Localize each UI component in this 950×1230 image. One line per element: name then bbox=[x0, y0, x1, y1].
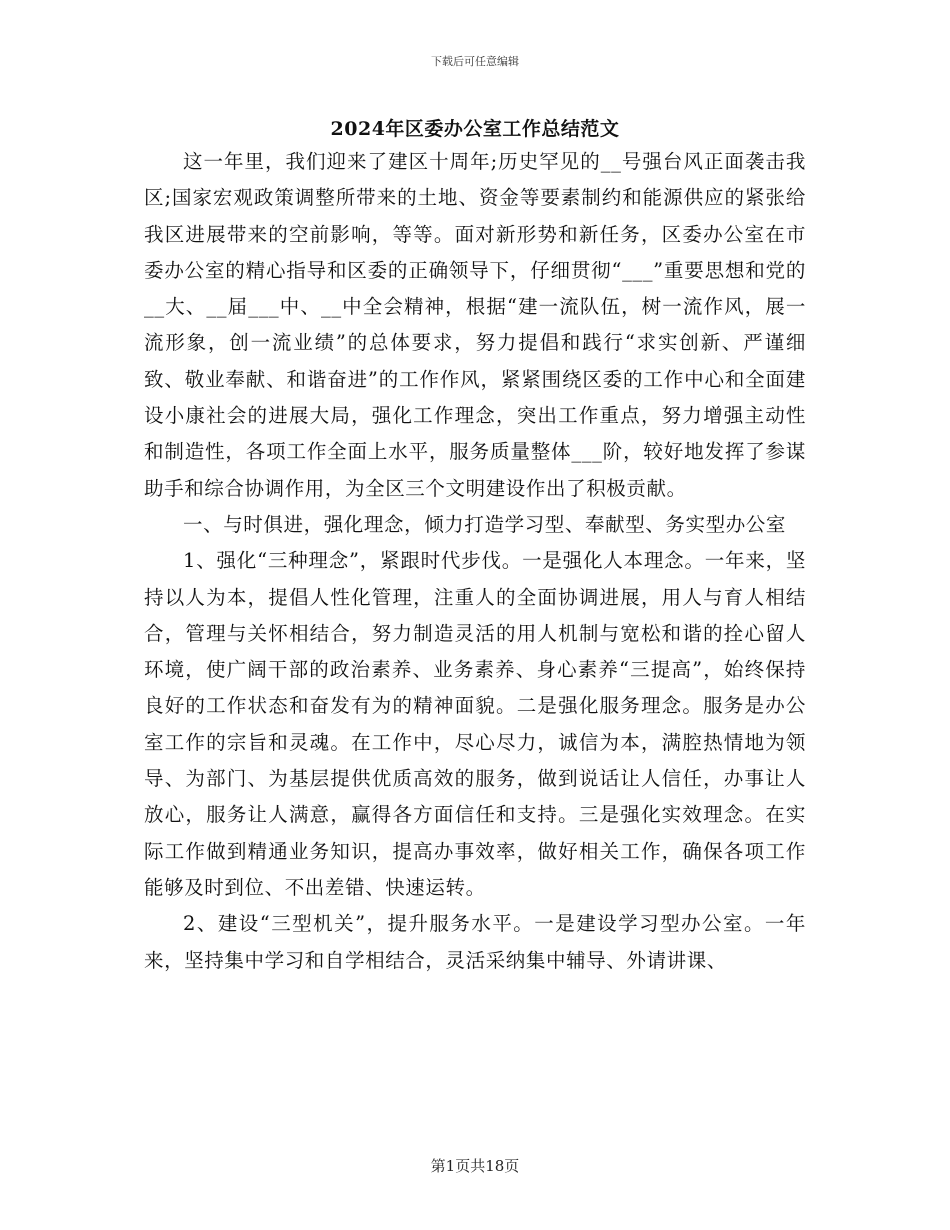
document-title: 2024年区委办公室工作总结范文 bbox=[330, 118, 620, 140]
page-number: 第1页共18页 bbox=[430, 1157, 520, 1175]
paragraph-intro: 这一年里，我们迎来了建区十周年;历史罕见的__号强台风正面袭击我区;国家宏观政策调整所带来的土地、资金等要素制约和能源供应的紧张给我区进展带来的空前影响，等等。面对新形势和新任务，区委办公室在市委办公室的精心指导和区委的正确领导下，仔细贯彻“___”重要思想和党的__大、__届___中、__中全会精神，根据“建一流队伍，树一流作风，展一流形象，创一流业绩”的总体要求，努力提倡和践行“求实创新、严谨细致、敬业奉献、和谐奋进”的工作作风，紧紧围绕区委的工作中心和全面建设小康社会的进展大局，强化工作理念，突出工作重点，努力增强主动性和制造性，各项工作全面上水平，服务质量整体___阶，较好地发挥了参谋助手和综合协调作用，为全区三个文明建设作出了积极贡献。 bbox=[144, 150, 806, 500]
paragraph-item-1: 1、强化“三种理念”，紧跟时代步伐。一是强化人本理念。一年来，坚持以人为本，提倡人性化管理，注重人的全面协调进展，用人与育人相结合，管理与关怀相结合，努力制造灵活的用人机制与宽松和谐的拴心留人环境，使广阔干部的政治素养、业务素养、身心素养“三提高”，始终保持良好的工作状态和奋发有为的精神面貌。二是强化服务理念。服务是办公室工作的宗旨和灵魂。在工作中，尽心尽力，诚信为本，满腔热情地为领导、为部门、为基层提供优质高效的服务，做到说话让人信任，办事让人放心，服务让人满意，赢得各方面信任和支持。三是强化实效理念。在实际工作做到精通业务知识，提高办事效率，做好相关工作，确保各项工作能够及时到位、不出差错、快速运转。 bbox=[144, 549, 806, 899]
paragraph-item-2: 2、建设“三型机关”，提升服务水平。一是建设学习型办公室。一年来，坚持集中学习和自学相结合，灵活采纳集中辅导、外请讲课、 bbox=[144, 912, 806, 972]
section-heading-1: 一、与时俱进，强化理念，倾力打造学习型、奉献型、务实型办公室 bbox=[183, 512, 787, 536]
document-body bbox=[144, 144, 806, 979]
page-header-note: 下载后可任意编辑 bbox=[431, 55, 519, 68]
